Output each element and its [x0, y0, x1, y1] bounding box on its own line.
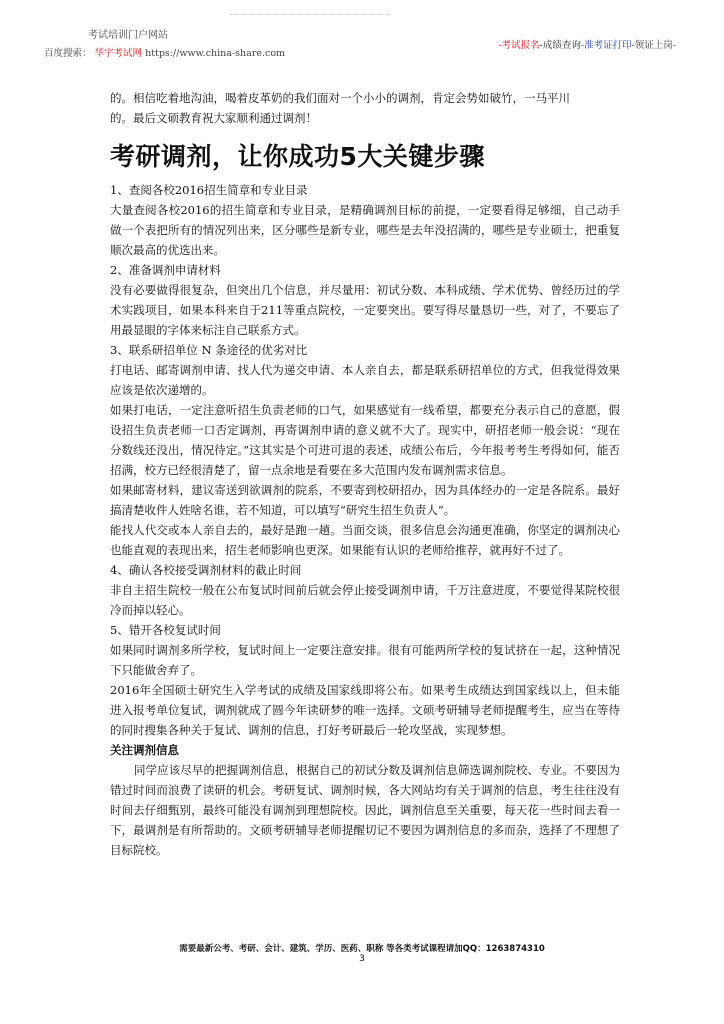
section-4: [110, 560, 620, 620]
header-faint-line: [230, 14, 390, 18]
section-heading: 5、错开各校复试时间: [110, 623, 221, 637]
search-brand[interactable]: 华宇考试网: [94, 48, 143, 59]
section-heading: 4、确认各校接受调剂材料的截止时间: [110, 563, 302, 577]
intro-line: 的。最后文硕教育祝大家顺利通过调剂！: [110, 111, 317, 125]
section-2: [110, 260, 620, 340]
section-5: [110, 620, 620, 740]
section-heading: 1、查阅各校2016招生简章和专业目录: [110, 183, 308, 197]
section-heading: 2、准备调剂申请材料: [110, 263, 221, 277]
section-paragraph: 大量查阅各校2016的招生简章和专业目录，是精确调剂目标的前提，一定要看得足够细，自己动手做一个表把所有的情况列出来，区分哪些是新专业，哪些是去年没招满的，哪些是专业硕士，把重复顺次最高的优选出来。: [110, 203, 620, 257]
focus-paragraph: 同学应该尽早的把握调剂信息，根据自己的初试分数及调剂信息筛选调剂院校、专业。不要因为错过时间而浪费了读研的机会。考研复试、调剂时候，各大网站均有关于调剂的信息，考生往往没有时间去仔细甄别，最终可能没有调剂到理想院校。因此，调剂信息至关重要，每天花一些时间去看一下，最调剂是有所帮助的。文硕考研辅导老师提醒切记不要因为调剂信息的多而杂，选择了不理想了目标院校。: [110, 763, 620, 857]
section-paragraph: 如果同时调剂多所学校，复试时间上一定要注意安排。很有可能两所学校的复试挤在一起，这种情况下只能做舍弃了。: [110, 643, 620, 677]
page-title: 考研调剂，让你成功5大关键步骤: [110, 142, 485, 171]
section-paragraph: 非自主招生院校一般在公布复试时间前后就会停止接受调剂申请，千万注意进度，不要觉得某院校很冷而掉以轻心。: [110, 583, 620, 617]
header-search-line: [44, 45, 285, 59]
section-paragraph: 如果打电话，一定注意听招生负责老师的口气，如果感觉有一线希望，都要充分表示自己的意愿，假设招生负责老师一口否定调剂，再寄调剂申请的意义就不大了。现实中，研招老师一般会说：“现在分数线还没出，情况待定。”这其实是个可进可退的表述，成绩公布后，今年报考考生考得如何，能否招满，校方已经很清楚了，留一点余地是看要在多大范围内发布调剂需求信息。: [110, 403, 620, 477]
focus-heading: 关注调剂信息: [110, 743, 179, 757]
section-paragraph: 没有必要做得很复杂，但突出几个信息，并尽量用：初试分数、本科成绩、学术优势、曾经历过的学术实践项目，如果本科来自于211等重点院校，一定要突出。要写得尽量恳切一些，对了，不要忘了用最显眼的字体来标注自己联系方式。: [110, 283, 620, 337]
site-url[interactable]: https://www.china-share.com: [145, 48, 286, 59]
header-portal-label: 考试培训门户网站: [88, 30, 168, 41]
exam-registration-link[interactable]: -考试报名: [498, 40, 540, 51]
search-prefix: 百度搜索：: [44, 48, 92, 59]
section-paragraph: 能找人代交或本人亲自去的，最好是跑一趟。当面交谈，很多信息会沟通更准确，你坚定的调剂决心也能直观的表现出来，招生老师影响也更深。如果能有认识的老师给推荐，就再好不过了。: [110, 523, 620, 557]
intro-line: 的。相信吃着地沟油，喝着皮革奶的我们面对一个小小的调剂，肯定会势如破竹，一马平川: [110, 91, 570, 105]
section-paragraph: 如果邮寄材料，建议寄送到欲调剂的院系，不要寄到校研招办，因为具体经办的一定是各院系。最好搞清楚收件人姓啥名谁，若不知道，可以填写“研究生招生负责人”。: [110, 483, 620, 517]
header-nav-links: [498, 37, 676, 51]
section-heading: 3、联系研招单位 N 条途径的优劣对比: [110, 343, 308, 357]
page-number: 3: [359, 954, 365, 964]
section-paragraph: 2016年全国硕士研究生入学考试的成绩及国家线即将公布。如果考生成绩达到国家线以上，但未能进入报考单位复试，调剂就成了圆今年读研梦的唯一选择。文硕考研辅导老师提醒考生，应当在等待的同时搜集各种关于复试、调剂的信息，打好考研最后一轮攻坚战，实现梦想。: [110, 683, 620, 737]
score-query-link[interactable]: -成绩查询: [539, 40, 581, 51]
admission-ticket-link[interactable]: -准考证打印: [580, 40, 632, 51]
section-paragraph: 打电话、邮寄调剂申请、找人代为递交申请、本人亲自去，都是联系研招单位的方式，但我觉得效果应该是依次递增的。: [110, 363, 620, 397]
section-1: [110, 180, 620, 260]
footer-contact: 需要最新公考、考研、会计、建筑、学历、医药、职称 等各类考试课程请加QQ：1263874310: [179, 944, 545, 954]
document-body: [110, 88, 620, 860]
certificate-link[interactable]: -领证上岗-: [631, 40, 676, 51]
section-3: [110, 340, 620, 560]
